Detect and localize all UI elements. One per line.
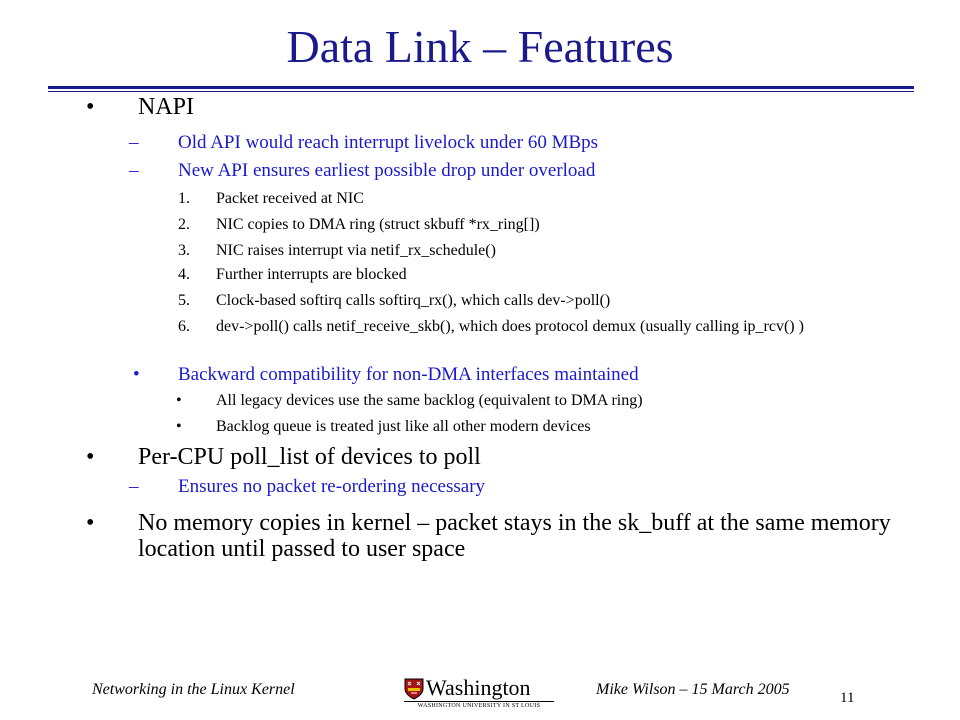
footer-author-date: Mike Wilson – 15 March 2005 (596, 681, 790, 698)
detail-text: All legacy devices use the same backlog (equivalent to DMA ring) (216, 392, 643, 409)
slide-number: 11 (840, 690, 855, 706)
sub-bullet-text: Backward compatibility for non-DMA interfaces maintained (178, 364, 639, 385)
sub-bullet-text: Ensures no packet re-ordering necessary (178, 476, 486, 497)
title-rule-thin (48, 91, 914, 92)
bullet-marker: • (133, 364, 140, 385)
bullet-marker: • (176, 392, 182, 409)
shield-icon (404, 678, 424, 700)
number-marker: 4. (178, 266, 190, 283)
number-marker: 1. (178, 190, 190, 207)
detail-text: Backlog queue is treated just like all other modern devices (216, 418, 591, 435)
logo-subtitle: WASHINGTON UNIVERSITY IN ST LOUIS (417, 703, 541, 709)
logo-divider (404, 701, 554, 702)
number-marker: 6. (178, 318, 190, 335)
washington-university-logo (404, 676, 556, 710)
numbered-text: dev->poll() calls netif_receive_skb(), which does protocol demux (usually calling ip_rcv() ) (216, 318, 804, 335)
bullet-marker: • (86, 444, 95, 470)
title-rule-thick (48, 86, 914, 89)
bullet-marker: • (176, 418, 182, 435)
dash-marker: – (129, 132, 139, 153)
number-marker: 5. (178, 292, 190, 309)
numbered-text: Packet received at NIC (216, 190, 364, 207)
numbered-text: NIC raises interrupt via netif_rx_schedule() (216, 242, 496, 259)
logo-wordmark: Washington (426, 675, 531, 700)
dash-marker: – (129, 476, 139, 497)
number-marker: 2. (178, 216, 190, 233)
bullet-text: NAPI (138, 94, 195, 120)
numbered-text: Further interrupts are blocked (216, 266, 407, 283)
dash-marker: – (129, 160, 139, 181)
bullet-text: No memory copies in kernel – packet stays in the sk_buff at the same memory location until passed to user space (138, 510, 891, 562)
sub-bullet-text: Old API would reach interrupt livelock under 60 MBps (178, 132, 599, 153)
sub-bullet-text: New API ensures earliest possible drop under overload (178, 160, 596, 181)
numbered-text: Clock-based softirq calls softirq_rx(), which calls dev->poll() (216, 292, 611, 309)
footer-course-title: Networking in the Linux Kernel (92, 681, 295, 698)
number-marker: 3. (178, 242, 190, 259)
bullet-marker: • (86, 510, 95, 536)
numbered-text: NIC copies to DMA ring (struct skbuff *rx_ring[]) (216, 216, 540, 233)
bullet-marker: • (86, 94, 95, 120)
bullet-text: Per-CPU poll_list of devices to poll (138, 444, 481, 470)
slide-title: Data Link – Features (286, 21, 674, 72)
